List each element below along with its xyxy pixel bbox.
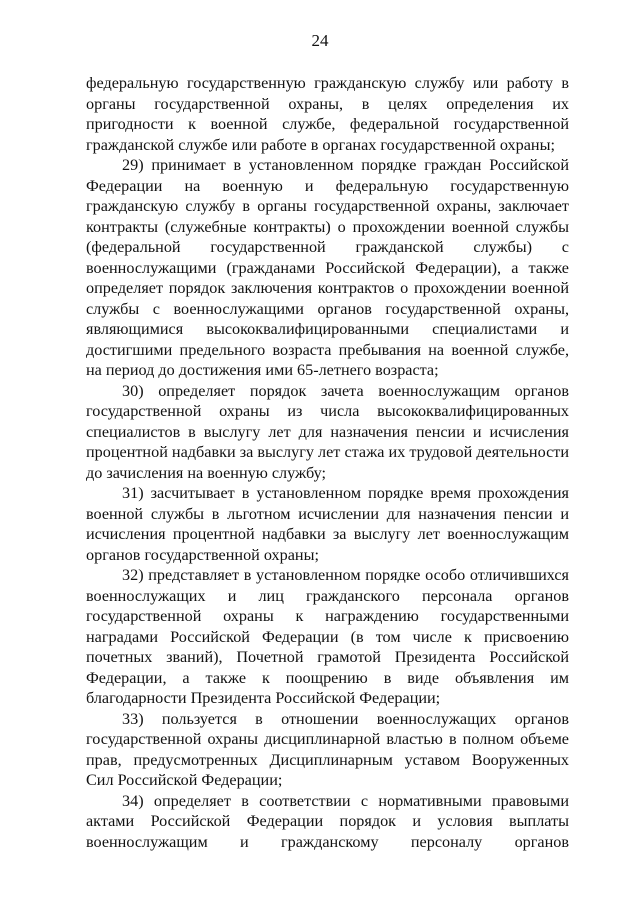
paragraph-continuation: федеральную государственную гражданскую службу или работу в органы государственной охраны, в целях определения их пригодности к военной службе, федеральной государственной гражданской службе или работе в органах государственной охраны;: [86, 74, 569, 154]
paragraph-item-30: 30) определяет порядок зачета военнослужащим органов государственной охраны из числа высококвалифицированных специалистов в выслугу лет для назначения пенсии и исчисления процентной надбавки за выслугу лет стажа их трудовой деятельности до зачисления на военную службу;: [86, 381, 569, 482]
paragraph-item-33: 33) пользуется в отношении военнослужащих органов государственной охраны дисциплинарной властью в полном объеме прав, предусмотренных Дисциплинарным уставом Вооруженных Сил Российской Федерации;: [86, 709, 569, 789]
paragraph-item-29: 29) принимает в установленном порядке граждан Российской Федерации на военную и федеральную государственную гражданскую службу в органы государственной охраны, заключает контракты (служебные контракты) о прохождении военной службы (федеральной государственной гражданской службы) с военнослужащими (гражданами Российской Федерации), а также определяет порядок заключения контрактов о прохождении военной службы с военнослужащими органов государственной охраны, являющимися высококвалифицированными специалистами и достигшими предельного возраста пребывания на военной службе, на период до достижения ими 65-летнего возраста;: [86, 156, 569, 379]
document-body: [86, 73, 569, 852]
paragraph-item-34: 34) определяет в соответствии с нормативными правовыми актами Российской Федерации порядок и условия выплаты военнослужащим и гражданскому персоналу органов: [86, 791, 569, 851]
paragraph-item-31: 31) засчитывает в установленном порядке время прохождения военной службы в льготном исчислении для назначения пенсии и исчисления процентной надбавки за выслугу лет военнослужащим органов государственной охраны;: [86, 484, 569, 564]
page-number: 24: [311, 31, 329, 50]
paragraph-item-32: 32) представляет в установленном порядке особо отличившихся военнослужащих и лиц гражданского персонала органов государственной охраны к награждению государственными наградами Российской Федерации (в том числе к присвоению почетных званий), Почетной грамотой Президента Российской Федерации, а также к поощрению в виде объявления им благодарности Президента Российской Федерации;: [86, 566, 569, 707]
